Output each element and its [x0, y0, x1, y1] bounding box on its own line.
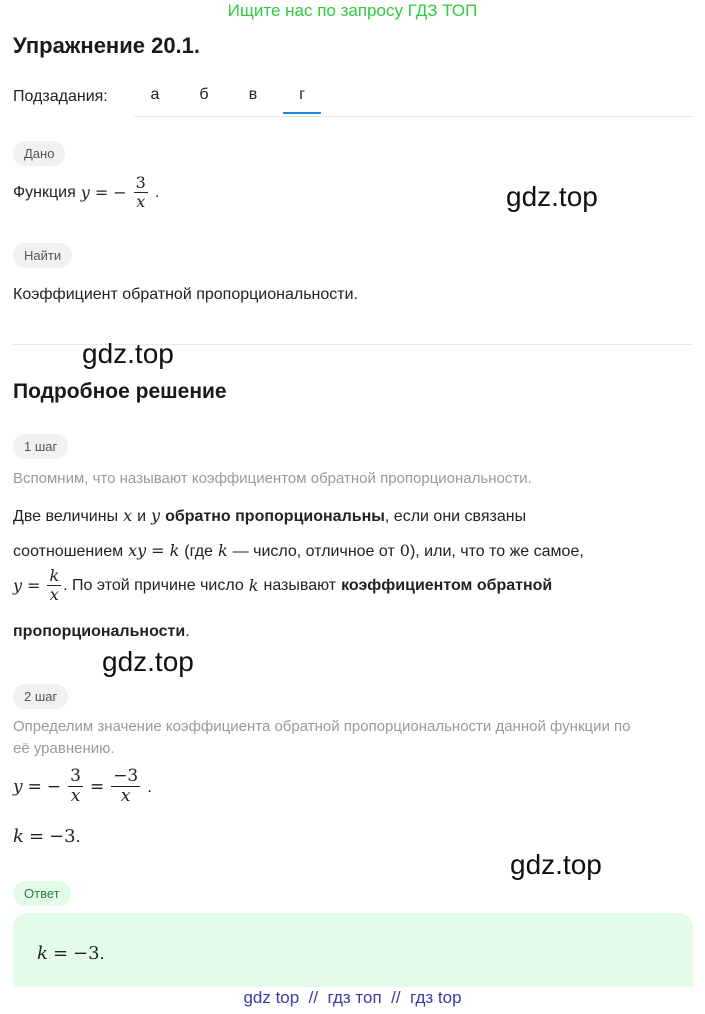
- var-k: k: [169, 541, 180, 560]
- given-end: .: [154, 183, 160, 201]
- denominator: x: [111, 786, 140, 806]
- eq-sign: =: [52, 943, 69, 964]
- step1-badge: 1 шаг: [13, 434, 68, 459]
- watermark: gdz.top: [102, 646, 194, 677]
- fraction-k-x: [47, 567, 61, 604]
- answer-text: [37, 943, 105, 964]
- denominator: x: [68, 786, 83, 806]
- eq-sign: =: [151, 541, 165, 560]
- var-k: k: [248, 576, 259, 595]
- given-denominator: x: [134, 192, 148, 211]
- answer-badge: Ответ: [13, 881, 71, 906]
- step1-line2: [13, 541, 584, 561]
- given-eq: =: [94, 183, 109, 202]
- fraction-3-x: [68, 767, 83, 806]
- text: называют: [263, 576, 337, 594]
- solution-heading: Подробное решение: [13, 380, 227, 403]
- var-y: y: [13, 776, 23, 797]
- var-k: k: [37, 943, 48, 964]
- eq-sign: =: [28, 826, 45, 847]
- numerator: −3: [113, 766, 139, 786]
- find-badge: Найти: [13, 243, 72, 268]
- answer-value: −3: [73, 943, 100, 964]
- tab-a[interactable]: а: [150, 86, 160, 103]
- subtasks-label: Подзадания:: [13, 88, 108, 105]
- step2-equation: [13, 767, 152, 806]
- tab-g[interactable]: г: [283, 86, 321, 114]
- find-text: Коэффициент обратной пропорциональности.: [13, 286, 358, 303]
- step1-line1: [13, 506, 526, 526]
- eq-sign: =: [27, 776, 42, 797]
- text: .: [147, 776, 152, 796]
- var-k: k: [13, 826, 24, 847]
- answer-box: [13, 913, 693, 987]
- text: ), или, что то же самое,: [409, 543, 584, 560]
- text: .: [75, 826, 81, 846]
- var-x: x: [123, 506, 133, 525]
- given-fraction: [134, 174, 148, 211]
- minus-sign: −: [46, 776, 62, 797]
- text: — число, отличное от: [232, 543, 395, 560]
- given-badge: Дано: [13, 141, 65, 166]
- var-y: y: [151, 506, 161, 525]
- step1-line3: [13, 567, 552, 604]
- text: и: [137, 508, 147, 525]
- given-numerator: 3: [135, 173, 146, 192]
- bold-term: обратно пропорциональны: [165, 508, 385, 525]
- watermark: gdz.top: [82, 338, 174, 369]
- step2-hint-2: её уравнению.: [13, 740, 115, 757]
- numerator: 3: [70, 766, 81, 786]
- var-y: y: [13, 576, 23, 595]
- given-y: y: [80, 183, 90, 202]
- page-title: Упражнение 20.1.: [13, 33, 201, 58]
- top-banner: Ищите нас по запросу ГДЗ ТОП: [227, 1, 478, 20]
- numerator: k: [49, 566, 60, 585]
- given-minus: −: [113, 183, 127, 202]
- fraction-neg3-x: [111, 767, 140, 806]
- text: Две величины: [13, 508, 119, 525]
- given-lead: Функция: [13, 183, 76, 201]
- step2-hint-1: Определим значение коэффициента обратной пропорциональности данной функции по: [13, 718, 631, 735]
- tab-b[interactable]: б: [199, 86, 209, 103]
- text: .: [99, 943, 105, 963]
- step2-badge: 2 шаг: [13, 684, 68, 709]
- bold-term: пропорциональности: [13, 623, 186, 640]
- zero: 0: [399, 541, 410, 560]
- text: соотношением: [13, 543, 124, 560]
- text: , если они связаны: [384, 508, 527, 525]
- step1-hint: Вспомним, что называют коэффициентом обратной пропорциональности.: [13, 470, 532, 487]
- given-function: [13, 174, 159, 211]
- bold-term: коэффициентом обратной: [341, 576, 553, 594]
- watermark: gdz.top: [506, 181, 598, 212]
- step1-line4: [13, 623, 190, 641]
- tab-v[interactable]: в: [248, 86, 258, 103]
- text: .: [185, 623, 190, 640]
- var-k: k: [217, 541, 228, 560]
- denominator: x: [47, 585, 61, 604]
- watermark: gdz.top: [510, 849, 602, 880]
- step2-k-result: [13, 826, 81, 847]
- text: . По этой причине число: [63, 576, 244, 594]
- k-value: −3: [49, 826, 76, 847]
- eq-sign: =: [89, 776, 105, 797]
- eq-sign: =: [27, 576, 41, 595]
- text: (где: [184, 543, 213, 560]
- var-xy: xy: [128, 541, 147, 560]
- tabs-underline: [134, 116, 692, 117]
- footer-links: gdz top // гдз топ // гдз top: [243, 988, 462, 1007]
